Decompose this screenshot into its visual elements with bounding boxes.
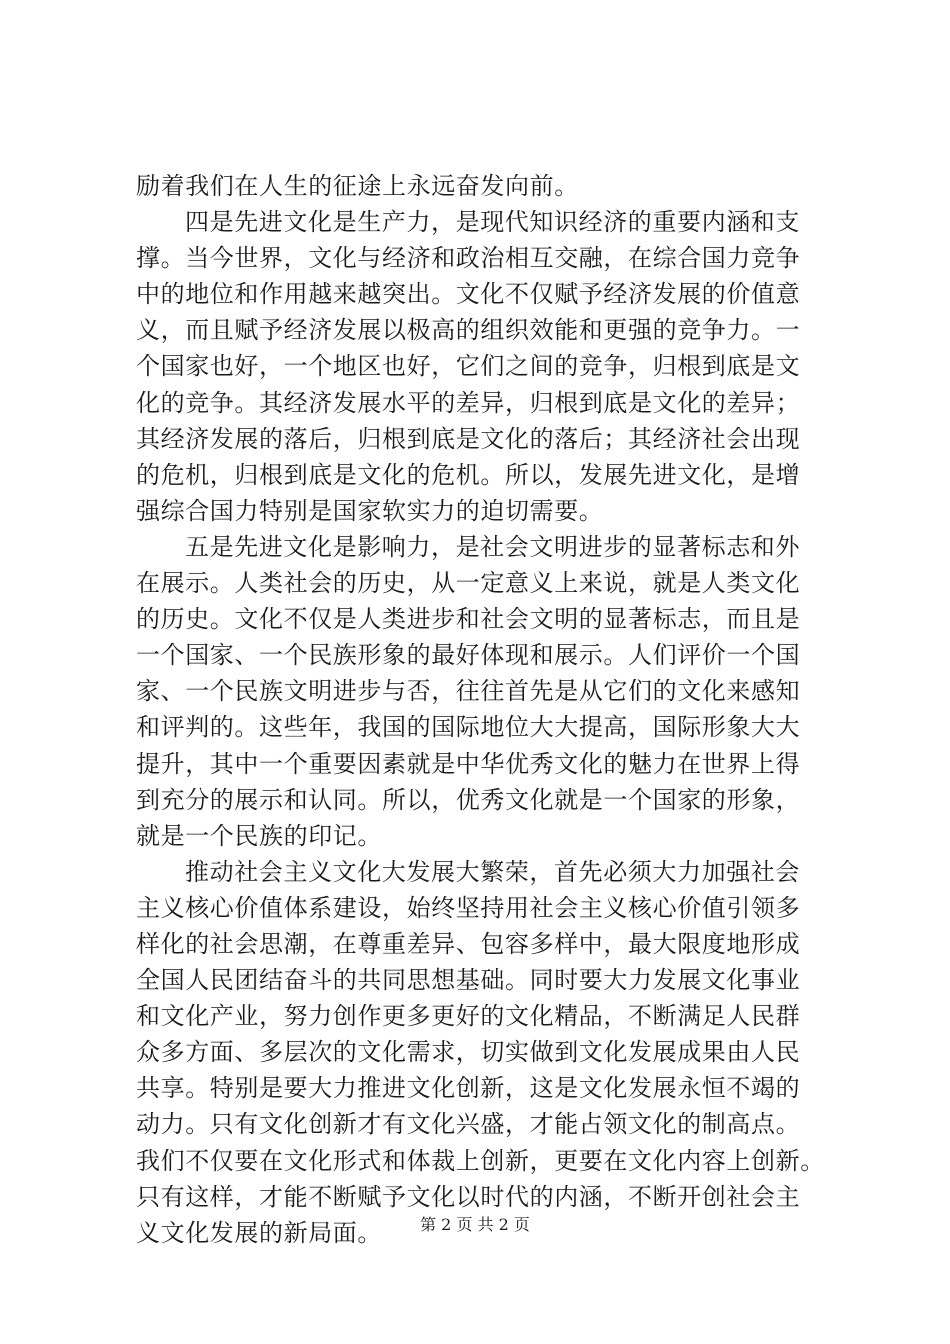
body-line: 其经济发展的落后，归根到底是文化的落后；其经济社会出现 xyxy=(136,424,801,453)
body-line: 和文化产业，努力创作更多更好的文化精品，不断满足人民群 xyxy=(136,1002,801,1031)
body-line: 主义核心价值体系建设，始终坚持用社会主义核心价值引领多 xyxy=(136,893,801,922)
body-line: 撑。当今世界，文化与经济和政治相互交融，在综合国力竞争 xyxy=(136,244,801,273)
document-body xyxy=(136,168,836,1251)
body-line: 提升，其中一个重要因素就是中华优秀文化的魅力在世界上得 xyxy=(136,749,801,778)
body-line: 就是一个民族的印记。 xyxy=(136,821,382,850)
body-line: 家、一个民族文明进步与否，往往首先是从它们的文化来感知 xyxy=(136,677,801,706)
body-line: 全国人民团结奋斗的共同思想基础。同时要大力发展文化事业 xyxy=(136,966,801,995)
body-line: 只有这样，才能不断赋予文化以时代的内涵，不断开创社会主 xyxy=(136,1182,801,1211)
body-line: 励着我们在人生的征途上永远奋发向前。 xyxy=(136,172,579,200)
paragraph-first-line: 四是先进文化是生产力，是现代知识经济的重要内涵和支 xyxy=(185,208,800,237)
body-line: 中的地位和作用越来越突出。文化不仅赋予经济发展的价值意 xyxy=(136,280,801,309)
body-line: 和评判的。这些年，我国的国际地位大大提高，国际形象大大 xyxy=(136,713,801,742)
body-line: 在展示。人类社会的历史，从一定意义上来说，就是人类文化 xyxy=(136,569,801,598)
body-line: 我们不仅要在文化形式和体裁上创新，更要在文化内容上创新。 xyxy=(136,1146,825,1175)
page-number-footer: 第 2 页 共 2 页 xyxy=(420,1215,530,1234)
body-line: 动力。只有文化创新才有文化兴盛，才能占领文化的制高点。 xyxy=(136,1110,801,1139)
body-line: 的危机，归根到底是文化的危机。所以，发展先进文化，是增 xyxy=(136,460,801,489)
body-line: 众多方面、多层次的文化需求，切实做到文化发展成果由人民 xyxy=(136,1038,801,1067)
body-line: 共享。特别是要大力推进文化创新，这是文化发展永恒不竭的 xyxy=(136,1074,801,1103)
body-line: 强综合国力特别是国家软实力的迫切需要。 xyxy=(136,496,604,525)
body-line: 到充分的展示和认同。所以，优秀文化就是一个国家的形象， xyxy=(136,785,801,814)
body-line: 义，而且赋予经济发展以极高的组织效能和更强的竞争力。一 xyxy=(136,316,801,345)
body-line: 一个国家、一个民族形象的最好体现和展示。人们评价一个国 xyxy=(136,641,801,670)
body-line: 的历史。文化不仅是人类进步和社会文明的显著标志，而且是 xyxy=(136,605,801,634)
body-line: 个国家也好，一个地区也好，它们之间的竞争，归根到底是文 xyxy=(136,352,801,381)
paragraph-first-line: 五是先进文化是影响力，是社会文明进步的显著标志和外 xyxy=(185,532,800,561)
paragraph-first-line: 推动社会主义文化大发展大繁荣，首先必须大力加强社会 xyxy=(185,857,800,886)
body-line: 义文化发展的新局面。 xyxy=(136,1218,382,1247)
body-line: 样化的社会思潮，在尊重差异、包容多样中，最大限度地形成 xyxy=(136,929,801,958)
body-line: 化的竞争。其经济发展水平的差异，归根到底是文化的差异； xyxy=(136,388,801,417)
